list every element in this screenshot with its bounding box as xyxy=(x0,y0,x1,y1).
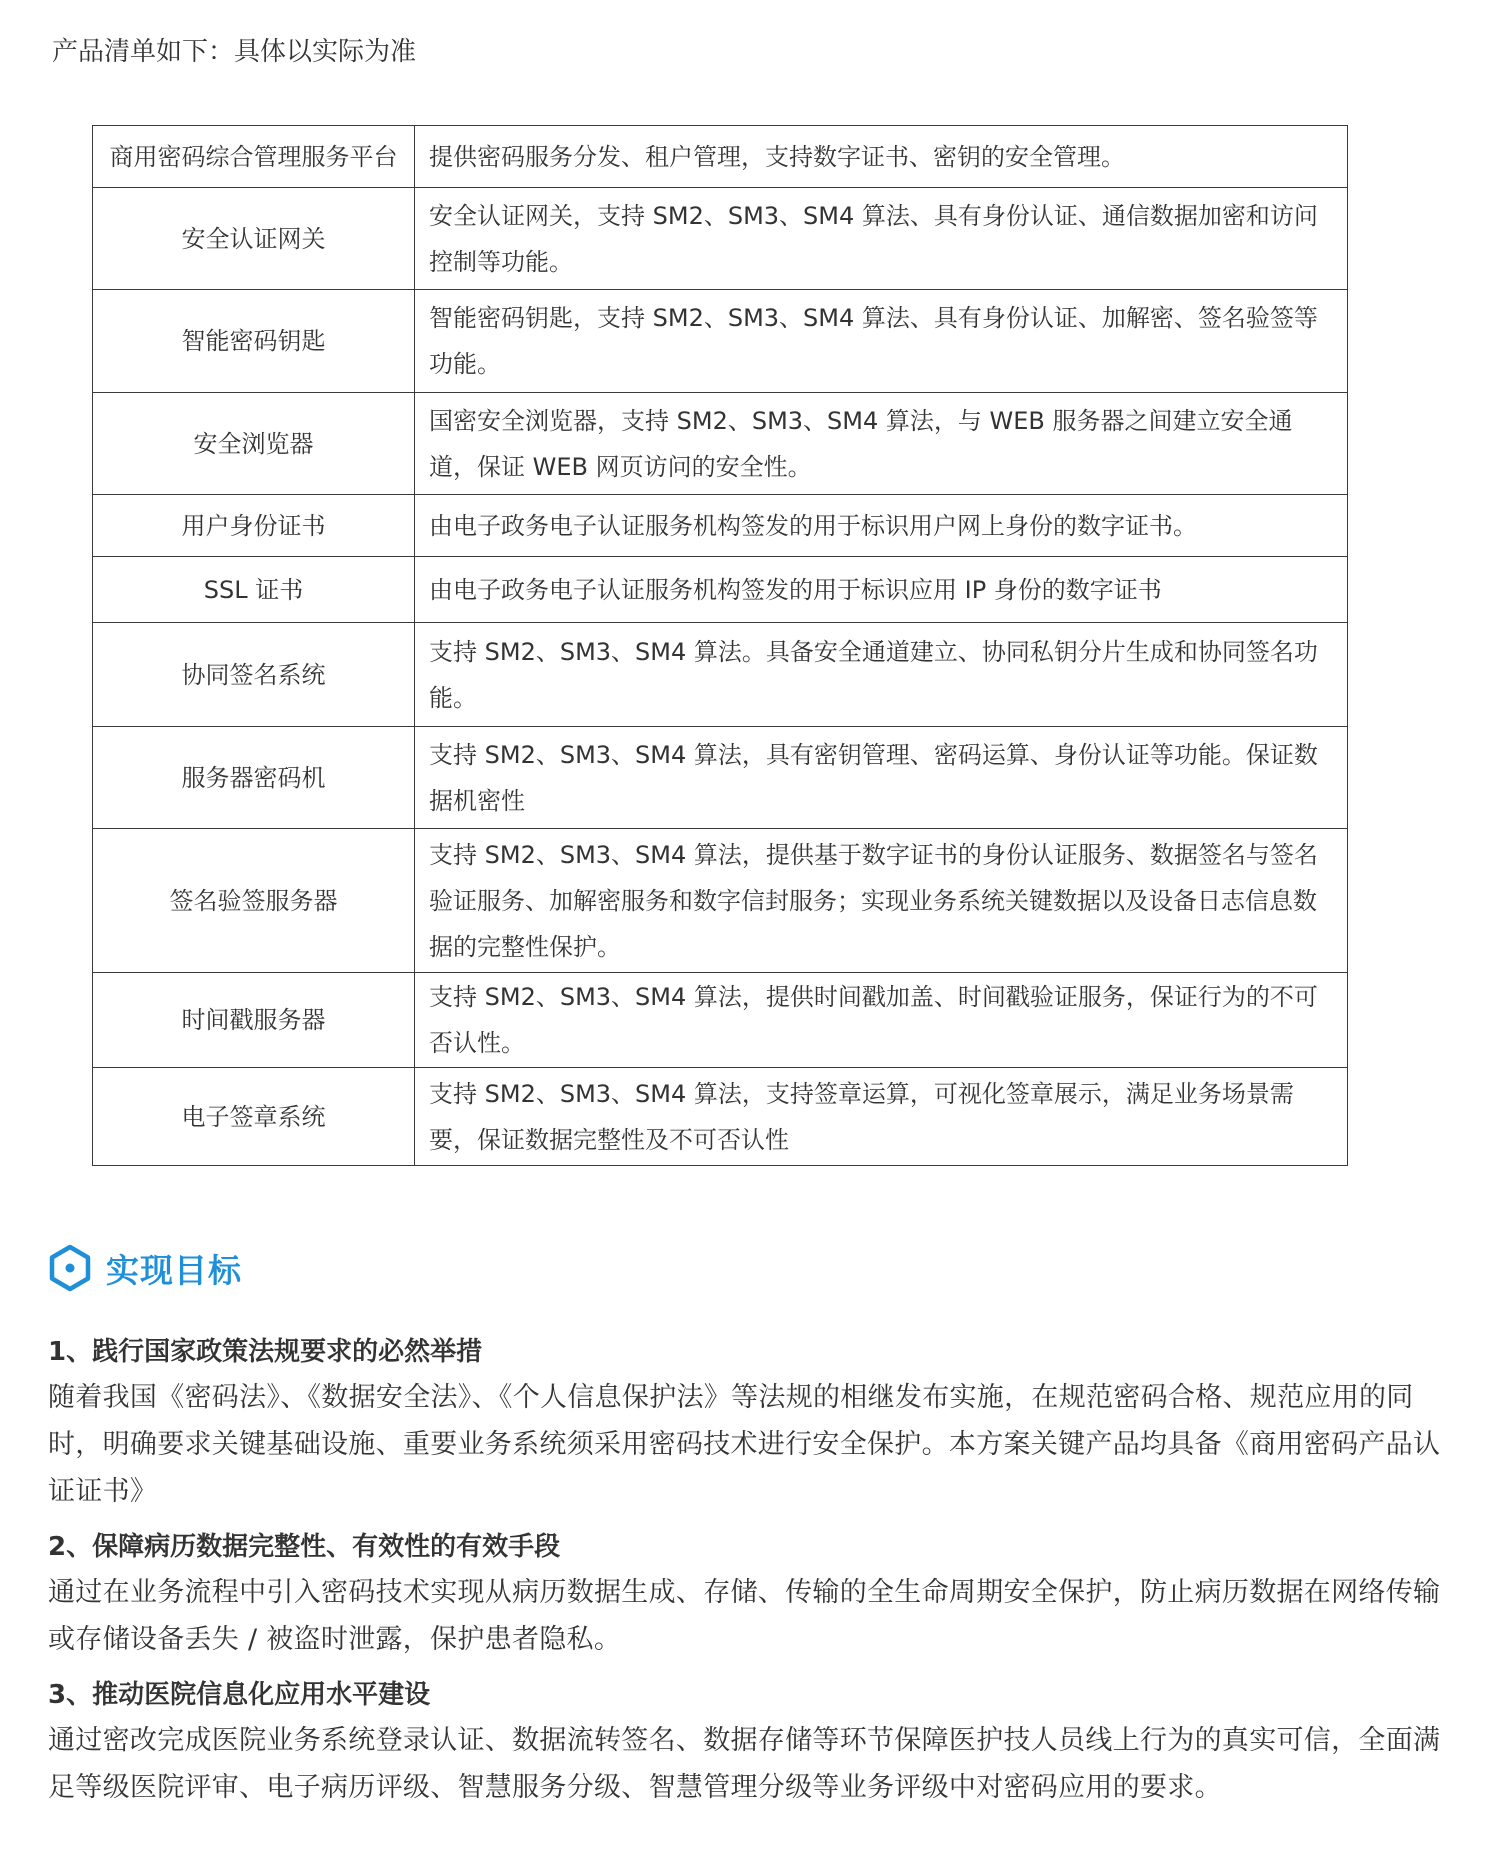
table-row xyxy=(93,557,1348,623)
product-description: 提供密码服务分发、租户管理，支持数字证书、密钥的安全管理。 xyxy=(415,126,1348,188)
product-description: 支持 SM2、SM3、SM4 算法，提供时间戳加盖、时间戳验证服务，保证行为的不可否认性。 xyxy=(415,973,1348,1068)
table-row xyxy=(93,290,1348,393)
product-table xyxy=(92,125,1348,1166)
product-description: 由电子政务电子认证服务机构签发的用于标识用户网上身份的数字证书。 xyxy=(415,495,1348,557)
goal-title: 2、保障病历数据完整性、有效性的有效手段 xyxy=(48,1532,561,1562)
goal-item xyxy=(48,1525,1448,1663)
product-name: 安全认证网关 xyxy=(93,188,415,290)
product-description: 由电子政务电子认证服务机构签发的用于标识应用 IP 身份的数字证书 xyxy=(415,557,1348,623)
goal-text: 随着我国《密码法》、《数据安全法》、《个人信息保护法》等法规的相继发布实施，在规范密码合格、规范应用的同时，明确要求关键基础设施、重要业务系统须采用密码技术进行安全保护。本方案关键产品均具备《商用密码产品认证证书》 xyxy=(48,1382,1441,1507)
table-row xyxy=(93,727,1348,829)
product-name: SSL 证书 xyxy=(93,557,415,623)
product-description: 支持 SM2、SM3、SM4 算法，支持签章运算，可视化签章展示，满足业务场景需要，保证数据完整性及不可否认性 xyxy=(415,1068,1348,1166)
section-header xyxy=(48,1245,242,1291)
product-name: 智能密码钥匙 xyxy=(93,290,415,393)
product-description: 安全认证网关，支持 SM2、SM3、SM4 算法、具有身份认证、通信数据加密和访问控制等功能。 xyxy=(415,188,1348,290)
product-name: 电子签章系统 xyxy=(93,1068,415,1166)
table-row xyxy=(93,126,1348,188)
table-row xyxy=(93,188,1348,290)
product-name: 用户身份证书 xyxy=(93,495,415,557)
product-name: 安全浏览器 xyxy=(93,393,415,495)
table-row xyxy=(93,829,1348,973)
product-description: 支持 SM2、SM3、SM4 算法。具备安全通道建立、协同私钥分片生成和协同签名功能。 xyxy=(415,623,1348,727)
table-row xyxy=(93,973,1348,1068)
goal-text: 通过在业务流程中引入密码技术实现从病历数据生成、存储、传输的全生命周期安全保护，防止病历数据在网络传输或存储设备丢失 / 被盗时泄露，保护患者隐私。 xyxy=(48,1577,1441,1655)
section-title: 实现目标 xyxy=(106,1250,242,1290)
product-name: 签名验签服务器 xyxy=(93,829,415,973)
product-description: 支持 SM2、SM3、SM4 算法，具有密钥管理、密码运算、身份认证等功能。保证数据机密性 xyxy=(415,727,1348,829)
product-name: 时间戳服务器 xyxy=(93,973,415,1068)
hexagon-dot-icon xyxy=(48,1244,92,1292)
product-name: 商用密码综合管理服务平台 xyxy=(93,126,415,188)
product-description: 支持 SM2、SM3、SM4 算法，提供基于数字证书的身份认证服务、数据签名与签名验证服务、加解密服务和数字信封服务；实现业务系统关键数据以及设备日志信息数据的完整性保护。 xyxy=(415,829,1348,973)
product-name: 服务器密码机 xyxy=(93,727,415,829)
table-row xyxy=(93,393,1348,495)
table-row xyxy=(93,623,1348,727)
goal-text: 通过密改完成医院业务系统登录认证、数据流转签名、数据存储等环节保障医护技人员线上行为的真实可信，全面满足等级医院评审、电子病历评级、智慧服务分级、智慧管理分级等业务评级中对密码应用的要求。 xyxy=(48,1725,1441,1803)
goal-item xyxy=(48,1330,1448,1515)
table-row xyxy=(93,495,1348,557)
product-name: 协同签名系统 xyxy=(93,623,415,727)
goals-list xyxy=(48,1330,1448,1821)
goal-item xyxy=(48,1673,1448,1811)
product-description: 智能密码钥匙，支持 SM2、SM3、SM4 算法、具有身份认证、加解密、签名验签等功能。 xyxy=(415,290,1348,393)
goal-title: 3、推动医院信息化应用水平建设 xyxy=(48,1680,431,1710)
goal-title: 1、践行国家政策法规要求的必然举措 xyxy=(48,1337,483,1367)
product-description: 国密安全浏览器，支持 SM2、SM3、SM4 算法，与 WEB 服务器之间建立安全通道，保证 WEB 网页访问的安全性。 xyxy=(415,393,1348,495)
table-row xyxy=(93,1068,1348,1166)
intro-text: 产品清单如下：具体以实际为准 xyxy=(52,37,417,67)
